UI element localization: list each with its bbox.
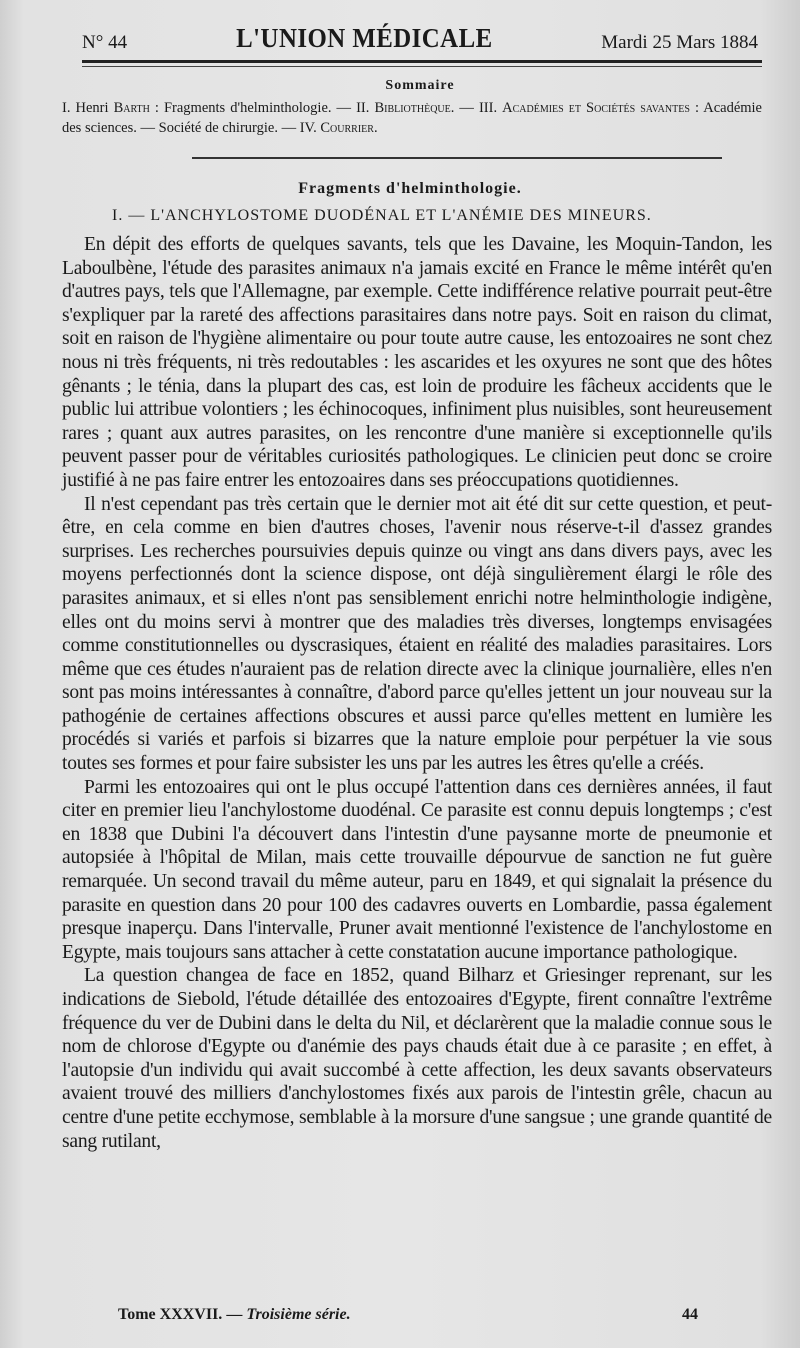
paragraph: En dépit des efforts de quelques savants, tels que les Davaine, les Moquin-Tandon, les Laboulbène, l'étude des parasites animaux n'a jamais excité en France le même intérêt qu'en d'autres pays, tels que l'Allemagne, par exemple. Cette indifférence relative pourrait peut-être s'expliquer par la rareté des affections parasitaires dans notre pays. Soit en raison du climat, soit en raison de l'hygiène alimentaire ou pour toute autre cause, les entozoaires ne sont chez nous ni très fréquents, ni très redoutables : les ascarides et les oxyures ne sont que des hôtes gênants ; le ténia, dans la plupart des cas, est loin de produire les fâcheux accidents que le public lui attribue volontiers ; les échinocoques, infiniment plus nuisibles, sont heureusement rares ; quant aux autres parasites, on les rencontre d'une manière si exceptionnelle qu'ils peuvent passer pour de véritables curiosités pathologiques. Le clinicien peut donc se croire justifié à ne pas faire entrer les entozoaires dans ses préoccupations quotidiennes. bbox=[62, 234, 772, 491]
footer-volume bbox=[118, 1306, 351, 1324]
page-header bbox=[82, 14, 758, 54]
footer-tome: Tome XXXVII. bbox=[118, 1306, 223, 1323]
header-rule-thin bbox=[82, 66, 762, 67]
header-rule-thick bbox=[82, 60, 762, 63]
journal-title: L'UNION MÉDICALE bbox=[235, 23, 493, 53]
summary-item3-rest: : Académie des sciences. — Société de chirurgie. — IV. bbox=[62, 100, 762, 136]
summary-item2: Bibliothèque bbox=[374, 100, 451, 116]
summary-title: Sommaire bbox=[385, 78, 455, 93]
page-footer bbox=[118, 1300, 698, 1324]
summary-item2-sep: . — III. bbox=[450, 100, 503, 116]
paragraph: Parmi les entozoaires qui ont le plus occupé l'attention dans ces dernières années, il faut citer en premier lieu l'anchylostome duodénal. Ce parasite est connu depuis longtemps ; c'est en 1838 que Dubini l'a découvert dans l'intestin d'une paysanne morte de pneumonie et autopsiée à l'hôpital de Milan, mais cette trouvaille dépourvue de sanction ne fut guère remarquée. Un second travail du même auteur, paru en 1849, et qui signalait la présence du parasite en question dans 20 pour 100 des cadavres ouverts en Lombardie, passa également presque inaperçu. Dans l'intervalle, Pruner avait mentionné l'existence de l'anchylostome en Egypte, mais toujours sans attacher à cette constatation aucune importance pathologique. bbox=[62, 776, 772, 963]
section-divider bbox=[192, 157, 722, 159]
issue-date: Mardi 25 Mars 1884 bbox=[601, 32, 758, 53]
summary-contents bbox=[62, 98, 762, 138]
summary-item4: Courrier bbox=[320, 120, 374, 136]
summary-item3: Académies et Sociétés savantes bbox=[502, 100, 690, 116]
paragraph: Il n'est cependant pas très certain que le dernier mot ait été dit sur cette question, et peut-être, en cela comme en bien d'autres choses, l'avenir nous réserve-t-il d'assez grandes surprises. Les recherches poursuivies depuis quinze ou vingt ans dans divers pays, avec les moyens perfectionnés dont la science dispose, ont déjà singulièrement élargi le rôle des parasites animaux, et si elles n'ont pas sensiblement enrichi notre helminthologie indigène, elles ont du moins servi à montrer que des maladies très diverses, longtemps envisagées comme constitutionnelles ou dyscrasiques, étaient en réalité des maladies parasitaires. Lors même que ces études n'auraient pas de relation directe avec la clinique journalière, elles n'en sont pas moins intéressantes à connaître, d'abord parce qu'elles jettent un jour nouveau sur la pathogénie de certaines affections obscures et aussi parce qu'elles mettent en lumière les procédés si variés et parfois si bizarres que la nature emploie pour perpétuer la vie sous toutes ses formes et pour faire subsister les uns par les autres les êtres qu'elle a créés. bbox=[62, 493, 772, 775]
summary-item1-rest: : Fragments d'helminthologie. — II. bbox=[149, 100, 375, 116]
issue-number: N° 44 bbox=[82, 32, 128, 53]
paragraph: La question changea de face en 1852, quand Bilharz et Griesinger reprenant, sur les indications de Siebold, l'étude détaillée des entozoaires d'Egypte, firent connaître l'extrême fréquence du ver de Dubini dans le delta du Nil, et déclarèrent que la maladie connue sous le nom de chlorose d'Egypte ou d'anémie des pays chauds était due à ce parasite ; en effet, à l'autopsie d'un individu qui avait succombé à cette affection, les deux savants observateurs avaient trouvé des milliers d'anchylostomes fixés aux parois de l'intestin grêle, chacun au centre d'une petite ecchymose, semblable à la morsure d'une sangsue ; une grande quantité de sang rutilant, bbox=[62, 965, 772, 1152]
footer-dash: — bbox=[222, 1306, 247, 1323]
article-title: I. — L'ANCHYLOSTOME DUODÉNAL ET L'ANÉMIE DES MINEURS. bbox=[112, 207, 652, 224]
footer-series: Troisième série. bbox=[246, 1306, 351, 1323]
article-body bbox=[62, 233, 772, 1153]
summary-item1-prefix: I. Henri bbox=[62, 100, 114, 116]
summary-item4-end: . bbox=[373, 120, 378, 136]
page-number: 44 bbox=[682, 1306, 698, 1323]
summary-item1-author: Barth bbox=[113, 100, 150, 116]
section-title: Fragments d'helminthologie. bbox=[298, 180, 522, 197]
